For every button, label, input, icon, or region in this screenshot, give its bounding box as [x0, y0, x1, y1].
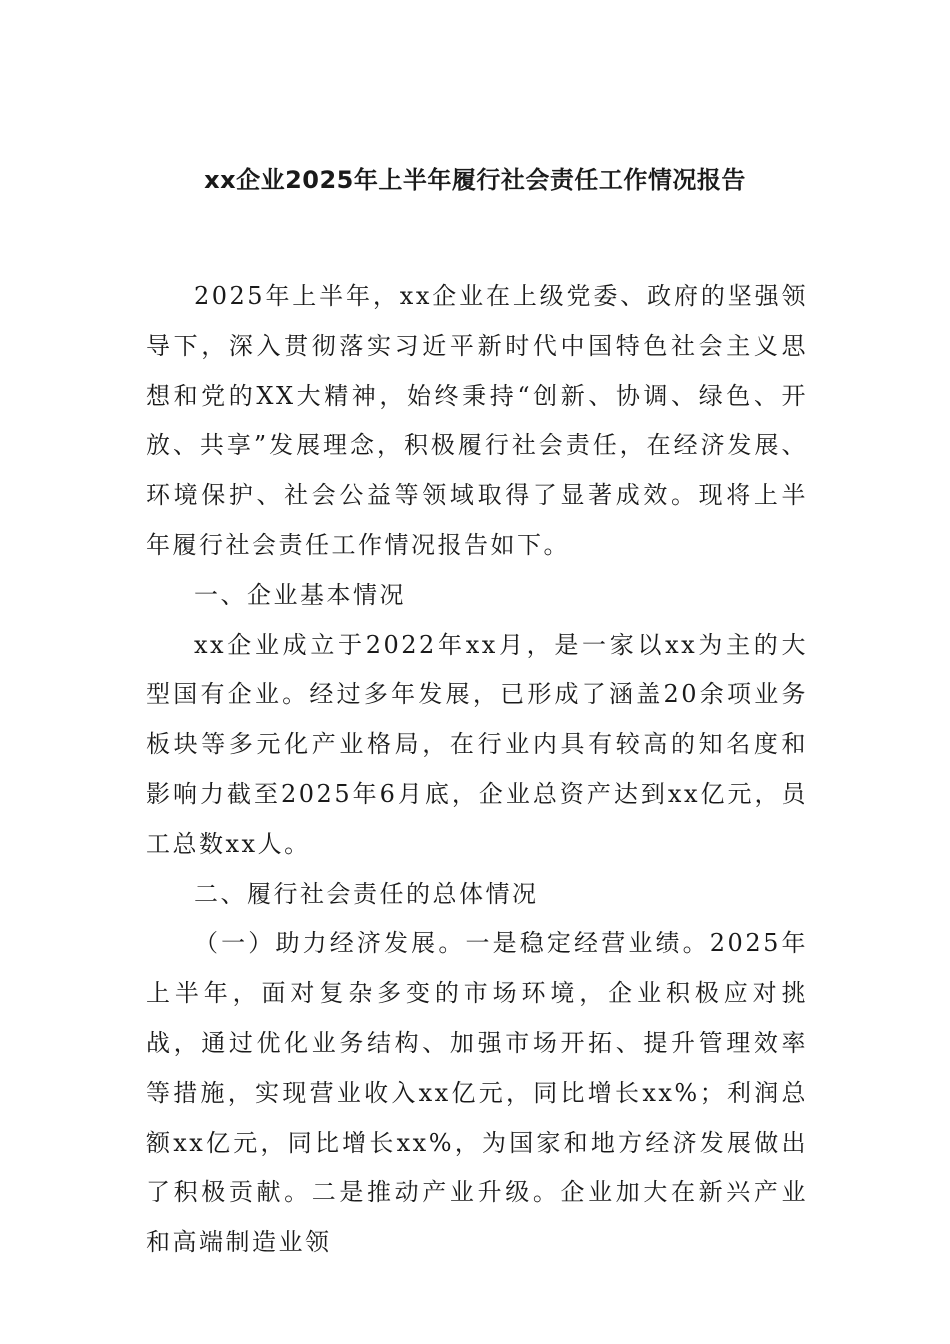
document-body [146, 272, 808, 1268]
paragraph-basic-info: xx企业成立于2022年xx月，是一家以xx为主的大型国有企业。经过多年发展，已形成了涵盖20余项业务板块等多元化产业格局，在行业内具有较高的知名度和影响力截至2025年6月底，企业总资产达到xx亿元，员工总数xx人。 [146, 630, 808, 858]
section-heading-1: 一、企业基本情况 [194, 580, 406, 609]
paragraph-economic-development: （一）助力经济发展。一是稳定经营业绩。2025年上半年，面对复杂多变的市场环境，企业积极应对挑战，通过优化业务结构、加强市场开拓、提升管理效率等措施，实现营业收入xx亿元，同比增长xx%；利润总额xx亿元，同比增长xx%，为国家和地方经济发展做出了积极贡献。二是推动产业升级。企业加大在新兴产业和高端制造业领 [146, 929, 808, 1257]
paragraph-intro: 2025年上半年，xx企业在上级党委、政府的坚强领导下，深入贯彻落实习近平新时代中国特色社会主义思想和党的XX大精神，始终秉持“创新、协调、绿色、开放、共享”发展理念，积极履行社会责任，在经济发展、环境保护、社会公益等领域取得了显著成效。现将上半年履行社会责任工作情况报告如下。 [146, 282, 808, 559]
section-heading-2: 二、履行社会责任的总体情况 [194, 879, 539, 908]
document-title: xx企业2025年上半年履行社会责任工作情况报告 [204, 166, 746, 194]
